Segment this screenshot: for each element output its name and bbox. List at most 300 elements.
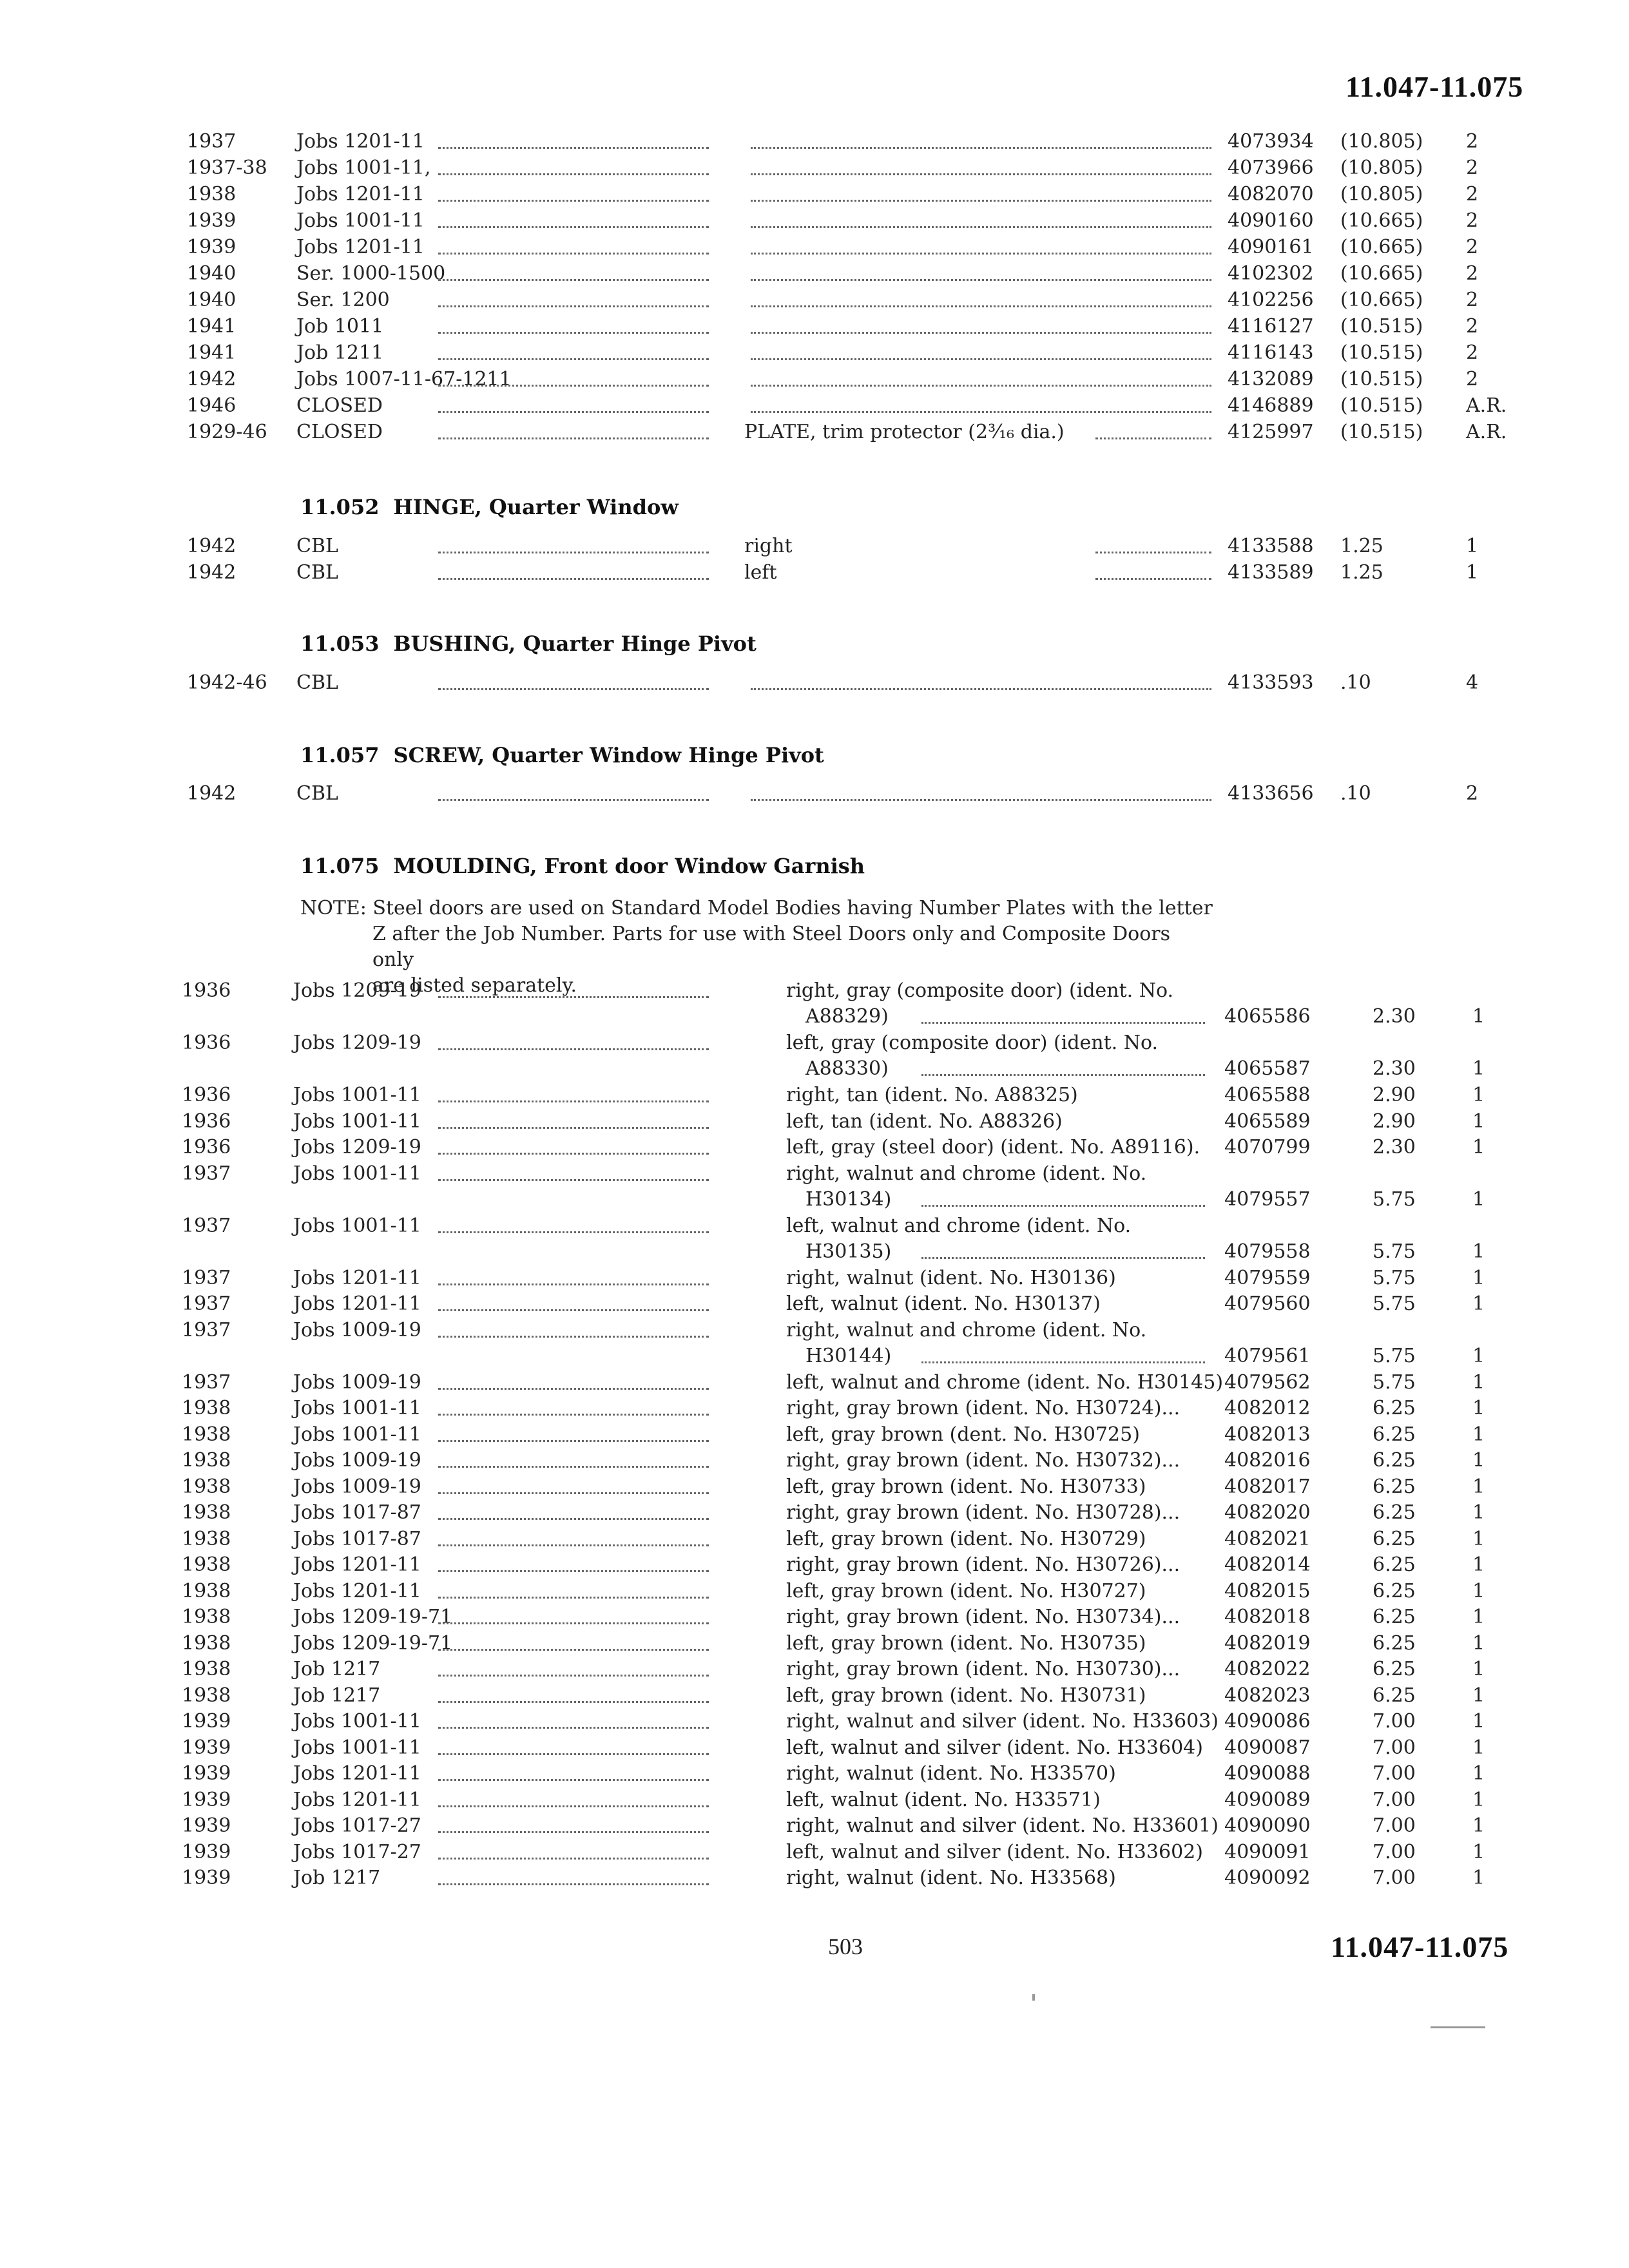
price-cell: 2.30 — [1373, 1136, 1416, 1158]
quantity-cell: 1 — [1472, 1658, 1485, 1680]
description-cell: left, gray brown (ident. No. H30727) — [786, 1579, 1146, 1602]
dot-leader — [921, 1179, 1205, 1207]
dot-leader — [438, 200, 709, 228]
price-cell: 5.75 — [1373, 1240, 1416, 1263]
description-cell: right, gray (composite door) (ident. No. — [786, 979, 1174, 1002]
year-cell: 1939 — [182, 1867, 231, 1889]
year-cell: 1938 — [182, 1527, 231, 1550]
dot-leader — [438, 1440, 709, 1468]
part-number-cell: 4082016 — [1224, 1449, 1311, 1472]
table-row — [0, 1318, 1629, 1369]
dot-leader — [921, 996, 1205, 1024]
year-cell: 1939 — [182, 1710, 231, 1733]
price-cell: (10.665) — [1340, 262, 1423, 285]
price-cell: 2.30 — [1373, 1005, 1416, 1028]
job-cell: Jobs 1201-11 — [293, 1579, 421, 1602]
part-number-cell: 4082018 — [1224, 1606, 1311, 1628]
year-cell: 1937 — [182, 1318, 231, 1341]
job-cell: Jobs 1001-11 — [293, 1423, 421, 1446]
quantity-cell: 1 — [1472, 1187, 1485, 1211]
year-cell: 1929-46 — [187, 421, 267, 443]
scan-mark — [1431, 2026, 1485, 2028]
description-cell: right, gray brown (ident. No. H30732)... — [786, 1449, 1181, 1472]
quantity-cell: 1 — [1472, 1084, 1485, 1106]
dot-leader — [438, 1753, 709, 1781]
job-cell: Jobs 1017-27 — [293, 1840, 421, 1863]
year-cell: 1938 — [187, 183, 236, 206]
part-number-cell: 4079558 — [1224, 1240, 1311, 1263]
quantity-cell: 2 — [1466, 236, 1479, 258]
description-cell: left, gray brown (dent. No. H30725) — [786, 1423, 1140, 1446]
year-cell: 1941 — [187, 315, 236, 338]
section-title: BUSHING, Quarter Hinge Pivot — [393, 631, 757, 656]
job-cell: Jobs 1201-11 — [293, 1762, 421, 1785]
price-cell: 5.75 — [1373, 1187, 1416, 1211]
quantity-cell: 1 — [1472, 1475, 1485, 1498]
scan-mark — [1032, 1994, 1035, 2001]
page-number: 503 — [828, 1934, 863, 1959]
description-cell: right, walnut (ident. No. H30136) — [786, 1266, 1116, 1289]
part-number-cell: 4133593 — [1228, 671, 1314, 694]
part-number-cell: 4082070 — [1228, 183, 1314, 206]
year-cell: 1937 — [182, 1293, 231, 1315]
year-cell: 1938 — [182, 1684, 231, 1707]
quantity-cell: A.R. — [1466, 421, 1507, 443]
price-cell: .10 — [1340, 671, 1371, 694]
price-cell: .10 — [1340, 782, 1371, 805]
description-cell: right, gray brown (ident. No. H30730)... — [786, 1658, 1181, 1680]
dot-leader — [438, 1858, 709, 1885]
part-number-cell: 4065586 — [1224, 1005, 1311, 1028]
dot-leader — [438, 970, 709, 998]
table-row — [0, 1709, 1629, 1735]
description-cell-continued: H30144) — [805, 1344, 892, 1367]
quantity-cell: 1 — [1472, 1293, 1485, 1315]
year-cell: 1938 — [182, 1579, 231, 1602]
quantity-cell: 2 — [1466, 782, 1479, 805]
job-cell: Jobs 1007-11-67-1211 — [296, 368, 512, 390]
section-title: SCREW, Quarter Window Hinge Pivot — [393, 743, 824, 767]
table-row — [0, 1683, 1629, 1709]
quantity-cell: 2 — [1466, 209, 1479, 232]
dot-leader — [438, 1649, 709, 1677]
part-number-cell: 4079557 — [1224, 1187, 1311, 1211]
price-cell: (10.665) — [1340, 209, 1423, 232]
year-cell: 1939 — [187, 236, 236, 258]
year-cell: 1939 — [187, 209, 236, 232]
year-cell: 1936 — [182, 1110, 231, 1133]
dot-leader — [438, 552, 709, 580]
dot-leader — [438, 1101, 709, 1129]
job-cell: Jobs 1201-11 — [293, 1293, 421, 1315]
job-cell: Jobs 1009-19 — [293, 1475, 421, 1498]
table-row — [0, 1604, 1629, 1630]
year-cell: 1942 — [187, 561, 236, 584]
dot-leader — [438, 385, 709, 413]
dot-leader — [438, 1153, 709, 1181]
year-cell: 1938 — [182, 1658, 231, 1680]
part-number-cell: 4116143 — [1228, 341, 1314, 364]
price-cell: 6.25 — [1373, 1449, 1416, 1472]
table-row — [0, 1213, 1629, 1265]
job-cell: Jobs 1201-11 — [296, 183, 425, 206]
dot-leader — [438, 1832, 709, 1860]
job-cell: Jobs 1017-87 — [293, 1527, 421, 1550]
table-row — [0, 1840, 1629, 1865]
job-cell: CBL — [296, 671, 338, 694]
part-number-cell: 4070799 — [1224, 1136, 1311, 1158]
job-cell: Jobs 1001-11 — [293, 1397, 421, 1419]
price-cell: (10.805) — [1340, 130, 1423, 153]
price-cell: 6.25 — [1373, 1397, 1416, 1419]
dot-leader — [751, 385, 1211, 413]
job-cell: Jobs 1009-19 — [293, 1449, 421, 1472]
dot-leader — [438, 1727, 709, 1755]
section-title: HINGE, Quarter Window — [393, 495, 679, 519]
price-cell: 6.25 — [1373, 1423, 1416, 1446]
dot-leader — [438, 412, 709, 439]
price-cell: 6.25 — [1373, 1553, 1416, 1576]
dot-leader — [438, 1571, 709, 1599]
part-number-cell: 4090086 — [1224, 1710, 1311, 1733]
description-cell: right, gray brown (ident. No. H30724)... — [786, 1397, 1181, 1419]
description-cell: left, walnut (ident. No. H30137) — [786, 1293, 1101, 1315]
year-cell: 1936 — [182, 1084, 231, 1106]
job-cell: Jobs 1201-11 — [293, 1553, 421, 1576]
job-cell: Jobs 1001-11 — [293, 1110, 421, 1133]
description-cell: right, walnut and chrome (ident. No. — [786, 1162, 1147, 1185]
part-number-cell: 4133656 — [1228, 782, 1314, 805]
description-cell-continued: A88330) — [805, 1057, 889, 1080]
price-cell: 2.30 — [1373, 1057, 1416, 1080]
price-cell: 2.90 — [1373, 1110, 1416, 1133]
job-cell: Jobs 1001-11 — [296, 209, 425, 232]
dot-leader — [438, 1805, 709, 1833]
table-row — [0, 1579, 1629, 1604]
description-cell: right, gray brown (ident. No. H30726)... — [786, 1553, 1181, 1576]
job-cell: Jobs 1209-19 — [293, 1136, 421, 1158]
quantity-cell: 1 — [1472, 1344, 1485, 1367]
table-row — [0, 533, 1629, 559]
job-cell: Ser. 1200 — [296, 289, 390, 311]
price-cell: 5.75 — [1373, 1293, 1416, 1315]
dot-leader — [438, 280, 709, 307]
quantity-cell: 1 — [1472, 1553, 1485, 1576]
dot-leader — [751, 253, 1211, 281]
job-cell: Jobs 1209-19-71 — [293, 1631, 453, 1655]
description-cell: left, walnut and chrome (ident. No. — [786, 1214, 1132, 1237]
description-cell: right, walnut and silver (ident. No. H33601) — [786, 1814, 1219, 1837]
part-number-cell: 4082020 — [1224, 1501, 1311, 1524]
description-cell: left, tan (ident. No. A88326) — [786, 1110, 1063, 1133]
section-heading-11-075 — [300, 854, 865, 878]
description-cell: left, gray brown (ident. No. H30735) — [786, 1631, 1146, 1655]
quantity-cell: 1 — [1472, 1606, 1485, 1628]
table-row — [0, 781, 1629, 807]
part-number-cell: 4082023 — [1224, 1684, 1311, 1707]
dot-leader — [438, 1023, 709, 1050]
year-cell: 1941 — [187, 341, 236, 364]
price-cell: 6.25 — [1373, 1527, 1416, 1550]
part-number-cell: 4090161 — [1228, 236, 1314, 258]
table-row — [0, 1474, 1629, 1500]
price-cell: (10.665) — [1340, 289, 1423, 311]
dot-leader — [921, 1336, 1205, 1363]
description-cell: left, gray (steel door) (ident. No. A89116). — [786, 1136, 1200, 1158]
price-cell: 5.75 — [1373, 1370, 1416, 1394]
note-line-2: Z after the Job Number. Parts for use with Steel Doors only and Composite Doors only — [372, 923, 1171, 971]
table-row — [0, 1291, 1629, 1317]
dot-leader — [751, 359, 1211, 387]
part-number-cell: 4065587 — [1224, 1057, 1311, 1080]
quantity-cell: 1 — [1472, 1397, 1485, 1419]
quantity-cell: 1 — [1472, 1501, 1485, 1524]
job-cell: Job 1011 — [296, 315, 384, 338]
dot-leader — [438, 1258, 709, 1285]
table-row — [0, 1787, 1629, 1813]
price-cell: (10.515) — [1340, 394, 1423, 417]
dot-leader — [438, 1675, 709, 1703]
table-row — [0, 1761, 1629, 1787]
section-number: 11.053 — [300, 631, 380, 656]
quantity-cell: 1 — [1472, 1240, 1485, 1263]
dot-leader — [438, 1492, 709, 1520]
quantity-cell: 1 — [1466, 535, 1479, 557]
quantity-cell: 1 — [1472, 1762, 1485, 1785]
price-cell: (10.515) — [1340, 315, 1423, 338]
quantity-cell: 4 — [1466, 671, 1479, 694]
dot-leader — [438, 1075, 709, 1102]
dot-leader — [438, 1544, 709, 1572]
part-number-cell: 4090092 — [1224, 1867, 1311, 1889]
table-row — [0, 1500, 1629, 1526]
year-cell: 1940 — [187, 262, 236, 285]
section-number: 11.075 — [300, 854, 380, 878]
year-cell: 1937 — [182, 1162, 231, 1185]
year-cell: 1939 — [182, 1814, 231, 1837]
table-row — [0, 1161, 1629, 1213]
description-cell: right, tan (ident. No. A88325) — [786, 1084, 1078, 1106]
part-number-cell: 4073966 — [1228, 157, 1314, 179]
price-cell: (10.515) — [1340, 421, 1423, 443]
quantity-cell: 1 — [1472, 1057, 1485, 1080]
quantity-cell: 1 — [1472, 1449, 1485, 1472]
job-cell: Jobs 1001-11, — [296, 157, 431, 179]
quantity-cell: 1 — [1472, 1631, 1485, 1655]
year-cell: 1939 — [182, 1762, 231, 1785]
dot-leader — [438, 359, 709, 387]
price-cell: (10.805) — [1340, 183, 1423, 206]
job-cell: Ser. 1000-1500 — [296, 262, 446, 285]
dot-leader — [438, 1127, 709, 1155]
price-cell: 2.90 — [1373, 1084, 1416, 1106]
price-cell: 6.25 — [1373, 1501, 1416, 1524]
part-number-cell: 4082017 — [1224, 1475, 1311, 1498]
part-number-cell: 4082022 — [1224, 1658, 1311, 1680]
table-row — [0, 393, 1629, 419]
dot-leader — [751, 306, 1211, 334]
job-cell: Job 1217 — [293, 1684, 381, 1707]
year-cell: 1942 — [187, 782, 236, 805]
description-cell: right, gray brown (ident. No. H30734)... — [786, 1606, 1181, 1628]
job-cell: Jobs 1209-19 — [293, 979, 421, 1002]
quantity-cell: 1 — [1472, 1110, 1485, 1133]
description-cell: left, walnut (ident. No. H33571) — [786, 1788, 1101, 1811]
year-cell: 1939 — [182, 1788, 231, 1811]
description-cell-continued: H30135) — [805, 1240, 892, 1263]
dot-leader — [751, 200, 1211, 228]
quantity-cell: 1 — [1472, 1527, 1485, 1550]
dot-leader — [1095, 552, 1211, 580]
job-cell: Job 1217 — [293, 1658, 381, 1680]
dot-leader — [438, 662, 709, 690]
dot-leader — [1095, 526, 1211, 553]
table-row — [0, 1135, 1629, 1160]
dot-leader — [751, 280, 1211, 307]
dot-leader — [438, 306, 709, 334]
year-cell: 1937 — [187, 130, 236, 153]
description-cell: right, gray brown (ident. No. H30728)... — [786, 1501, 1181, 1524]
year-cell: 1939 — [182, 1736, 231, 1759]
dot-leader — [438, 1414, 709, 1442]
dot-leader — [438, 1466, 709, 1494]
description-cell: left, gray brown (ident. No. H30733) — [786, 1475, 1146, 1498]
price-cell: 7.00 — [1373, 1814, 1416, 1837]
dot-leader — [438, 332, 709, 360]
part-number-cell: 4133589 — [1228, 561, 1314, 584]
description-cell: right, walnut and chrome (ident. No. — [786, 1318, 1147, 1341]
part-number-cell: 4132089 — [1228, 368, 1314, 390]
description-cell: right, walnut (ident. No. H33568) — [786, 1867, 1116, 1889]
part-number-cell: 4079560 — [1224, 1293, 1311, 1315]
dot-leader — [438, 1362, 709, 1390]
year-cell: 1936 — [182, 979, 231, 1002]
part-number-cell: 4065588 — [1224, 1084, 1311, 1106]
description-cell: PLATE, trim protector (2³⁄₁₆ dia.) — [744, 421, 1065, 443]
quantity-cell: 1 — [1472, 1136, 1485, 1158]
year-cell: 1937 — [182, 1266, 231, 1289]
year-cell: 1938 — [182, 1606, 231, 1628]
price-cell: 7.00 — [1373, 1840, 1416, 1863]
part-number-cell: 4082019 — [1224, 1631, 1311, 1655]
price-cell: 6.25 — [1373, 1579, 1416, 1602]
dot-leader — [921, 1048, 1205, 1076]
year-cell: 1942 — [187, 368, 236, 390]
year-cell: 1942 — [187, 535, 236, 557]
part-number-cell: 4079559 — [1224, 1266, 1311, 1289]
quantity-cell: 1 — [1472, 1867, 1485, 1889]
part-number-cell: 4079561 — [1224, 1344, 1311, 1367]
price-cell: 6.25 — [1373, 1631, 1416, 1655]
dot-leader — [438, 1780, 709, 1807]
quantity-cell: 1 — [1466, 561, 1479, 584]
description-cell: left, gray brown (ident. No. H30731) — [786, 1684, 1146, 1707]
quantity-cell: 1 — [1472, 1788, 1485, 1811]
section-title: MOULDING, Front door Window Garnish — [393, 854, 865, 878]
dot-leader — [751, 773, 1211, 801]
table-row — [0, 670, 1629, 696]
table-row — [0, 978, 1629, 1030]
part-number-cell: 4082021 — [1224, 1527, 1311, 1550]
table-row — [0, 1735, 1629, 1761]
dot-leader — [751, 662, 1211, 690]
description-cell: left, walnut and silver (ident. No. H33604) — [786, 1736, 1203, 1759]
part-number-cell: 4133588 — [1228, 535, 1314, 557]
job-cell: Jobs 1209-19-71 — [293, 1606, 453, 1628]
description-cell: left — [744, 561, 777, 584]
job-cell: CLOSED — [296, 421, 383, 443]
dot-leader — [438, 1388, 709, 1416]
description-cell: right, walnut and silver (ident. No. H33603) — [786, 1710, 1219, 1733]
part-number-cell: 4082013 — [1224, 1423, 1311, 1446]
price-cell: 5.75 — [1373, 1344, 1416, 1367]
part-number-cell: 4065589 — [1224, 1110, 1311, 1133]
dot-leader — [438, 1519, 709, 1546]
year-cell: 1938 — [182, 1397, 231, 1419]
table-row — [0, 419, 1629, 445]
job-cell: Jobs 1201-11 — [296, 130, 425, 153]
quantity-cell: 2 — [1466, 341, 1479, 364]
job-cell: Job 1217 — [293, 1867, 381, 1889]
job-cell: Jobs 1009-19 — [293, 1318, 421, 1341]
year-cell: 1940 — [187, 289, 236, 311]
description-cell: right, walnut (ident. No. H33570) — [786, 1762, 1116, 1785]
job-cell: CLOSED — [296, 394, 383, 417]
part-number-cell: 4090091 — [1224, 1840, 1311, 1863]
quantity-cell: 2 — [1466, 315, 1479, 338]
table-row — [0, 1396, 1629, 1421]
year-cell: 1938 — [182, 1423, 231, 1446]
job-cell: Jobs 1017-27 — [293, 1814, 421, 1837]
section-heading-11-053 — [300, 631, 757, 656]
description-cell: right — [744, 535, 793, 557]
dot-leader — [438, 1206, 709, 1233]
quantity-cell: 1 — [1472, 1005, 1485, 1028]
table-row — [0, 1265, 1629, 1291]
year-cell: 1939 — [182, 1840, 231, 1863]
dot-leader — [438, 1597, 709, 1624]
job-cell: Jobs 1001-11 — [293, 1736, 421, 1759]
table-row — [0, 1631, 1629, 1657]
job-cell: CBL — [296, 535, 338, 557]
year-cell: 1936 — [182, 1032, 231, 1054]
section-heading-11-057 — [300, 743, 824, 767]
quantity-cell: A.R. — [1466, 394, 1507, 417]
dot-leader — [438, 121, 709, 149]
year-cell: 1938 — [182, 1449, 231, 1472]
dot-leader — [438, 773, 709, 801]
description-cell: left, walnut and silver (ident. No. H33602) — [786, 1840, 1203, 1863]
price-cell: 1.25 — [1340, 561, 1383, 584]
price-cell: 7.00 — [1373, 1736, 1416, 1759]
table-row — [0, 1448, 1629, 1474]
part-number-cell: 4082012 — [1224, 1397, 1311, 1419]
year-cell: 1938 — [182, 1553, 231, 1576]
table-row — [0, 1813, 1629, 1839]
quantity-cell: 2 — [1466, 289, 1479, 311]
description-cell-continued: H30134) — [805, 1187, 892, 1211]
table-row — [0, 1082, 1629, 1108]
job-cell: Jobs 1201-11 — [293, 1788, 421, 1811]
quantity-cell: 2 — [1466, 183, 1479, 206]
dot-leader — [438, 1310, 709, 1338]
dot-leader — [438, 1283, 709, 1311]
dot-leader — [1095, 412, 1211, 439]
quantity-cell: 1 — [1472, 1579, 1485, 1602]
price-cell: (10.515) — [1340, 368, 1423, 390]
job-cell: Jobs 1001-11 — [293, 1162, 421, 1185]
part-number-cell: 4079562 — [1224, 1370, 1311, 1394]
